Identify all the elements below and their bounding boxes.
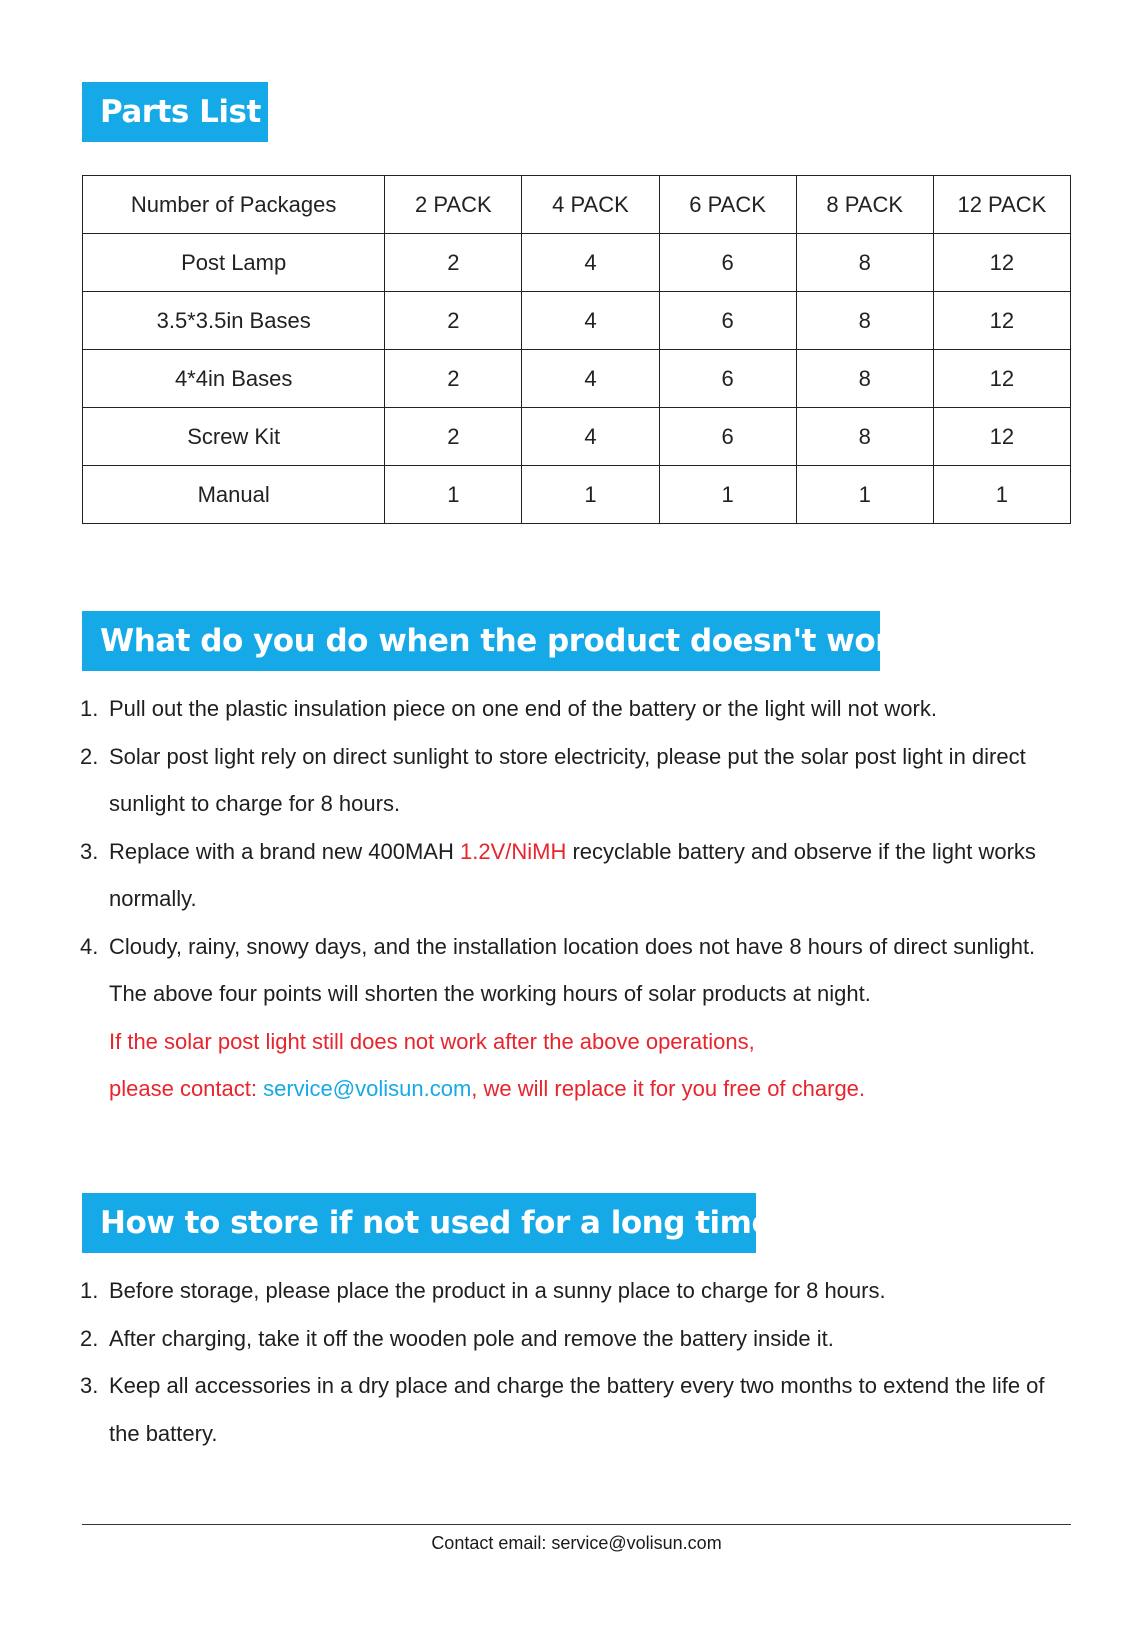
storage-list bbox=[80, 1267, 1080, 1457]
table-cell: 6 bbox=[659, 234, 796, 292]
list-number: 3. bbox=[80, 838, 99, 864]
table-header-cell: 2 PACK bbox=[385, 176, 522, 234]
support-email-link[interactable]: service@volisun.com bbox=[263, 1076, 472, 1101]
list-item-text: After charging, take it off the wooden pole and remove the battery inside it. bbox=[109, 1325, 834, 1351]
table-cell: 4 bbox=[522, 350, 659, 408]
table-cell: Screw Kit bbox=[83, 408, 385, 466]
table-cell: 12 bbox=[933, 292, 1070, 350]
list-item bbox=[80, 923, 1080, 1113]
table-row bbox=[83, 292, 1071, 350]
table-row bbox=[83, 234, 1071, 292]
table-header-cell: Number of Packages bbox=[83, 176, 385, 234]
list-number: 2. bbox=[80, 1325, 99, 1351]
list-item-text: Keep all accessories in a dry place and charge the battery every two months to extend the life of the battery. bbox=[109, 1373, 1045, 1446]
table-row bbox=[83, 408, 1071, 466]
table-header-cell: 8 PACK bbox=[796, 176, 933, 234]
list-item bbox=[80, 1315, 1080, 1363]
list-item-text: Replace with a brand new 400MAH bbox=[109, 838, 460, 864]
support-note: If the solar post light still does not work after the above operations, bbox=[109, 1028, 755, 1054]
list-item-text: Solar post light rely on direct sunlight to store electricity, please put the solar post light in direct sunlight to charge for 8 hours. bbox=[109, 743, 1026, 816]
table-cell: 4 bbox=[522, 408, 659, 466]
table-header-cell: 12 PACK bbox=[933, 176, 1070, 234]
table-cell: 1 bbox=[522, 466, 659, 524]
battery-type-highlight: 1.2V/NiMH bbox=[459, 838, 567, 864]
table-cell: 4 bbox=[522, 234, 659, 292]
list-item-text: The above four points will shorten the working hours of solar products at night. bbox=[109, 981, 871, 1006]
list-number: 3. bbox=[80, 1373, 99, 1398]
list-item-text: recyclable battery and observe if the light works normally. bbox=[109, 838, 1036, 911]
table-cell: 2 bbox=[385, 350, 522, 408]
table-cell: 3.5*3.5in Bases bbox=[83, 292, 385, 350]
table-cell: 12 bbox=[933, 234, 1070, 292]
table-cell: 8 bbox=[796, 408, 933, 466]
table-cell: 12 bbox=[933, 350, 1070, 408]
table-cell: 1 bbox=[659, 466, 796, 524]
table-cell: 2 bbox=[385, 234, 522, 292]
troubleshooting-heading: What do you do when the product doesn't work? bbox=[82, 611, 880, 671]
table-cell: Post Lamp bbox=[83, 234, 385, 292]
table-cell: 1 bbox=[796, 466, 933, 524]
list-item bbox=[80, 733, 1080, 828]
table-cell: 6 bbox=[659, 350, 796, 408]
table-row bbox=[83, 466, 1071, 524]
list-item-text: Before storage, please place the product in a sunny place to charge for 8 hours. bbox=[109, 1278, 886, 1303]
list-number: 4. bbox=[80, 933, 99, 959]
table-header-row bbox=[83, 176, 1071, 234]
list-item bbox=[80, 828, 1080, 923]
table-cell: 8 bbox=[796, 350, 933, 408]
list-item bbox=[80, 685, 1080, 733]
parts-list-heading: Parts List bbox=[82, 82, 268, 142]
footer-divider bbox=[82, 1524, 1071, 1525]
storage-heading: How to store if not used for a long time? bbox=[82, 1193, 756, 1253]
support-contact-prefix: please contact: bbox=[109, 1076, 264, 1101]
list-item bbox=[80, 1362, 1080, 1457]
footer-contact: Contact email: service@volisun.com bbox=[431, 1533, 722, 1553]
list-number: 1. bbox=[80, 1278, 99, 1303]
table-cell: 4*4in Bases bbox=[83, 350, 385, 408]
table-cell: 2 bbox=[385, 292, 522, 350]
table-cell: Manual bbox=[83, 466, 385, 524]
list-number: 2. bbox=[80, 743, 99, 769]
table-header-cell: 4 PACK bbox=[522, 176, 659, 234]
support-contact-line bbox=[109, 1065, 1080, 1113]
table-cell: 4 bbox=[522, 292, 659, 350]
parts-table bbox=[82, 175, 1071, 524]
table-cell: 1 bbox=[933, 466, 1070, 524]
list-item-text: Pull out the plastic insulation piece on one end of the battery or the light will not work. bbox=[109, 696, 937, 721]
list-item-text: Cloudy, rainy, snowy days, and the installation location does not have 8 hours of direct sunlight. bbox=[109, 933, 1036, 959]
list-item bbox=[80, 1267, 1080, 1315]
table-cell: 8 bbox=[796, 234, 933, 292]
table-cell: 2 bbox=[385, 408, 522, 466]
table-row bbox=[83, 350, 1071, 408]
table-cell: 12 bbox=[933, 408, 1070, 466]
table-cell: 6 bbox=[659, 292, 796, 350]
table-cell: 6 bbox=[659, 408, 796, 466]
list-number: 1. bbox=[80, 696, 99, 721]
support-contact-suffix: , we will replace it for you free of charge. bbox=[471, 1076, 866, 1101]
table-cell: 8 bbox=[796, 292, 933, 350]
table-cell: 1 bbox=[385, 466, 522, 524]
troubleshooting-list bbox=[80, 685, 1080, 1113]
table-header-cell: 6 PACK bbox=[659, 176, 796, 234]
